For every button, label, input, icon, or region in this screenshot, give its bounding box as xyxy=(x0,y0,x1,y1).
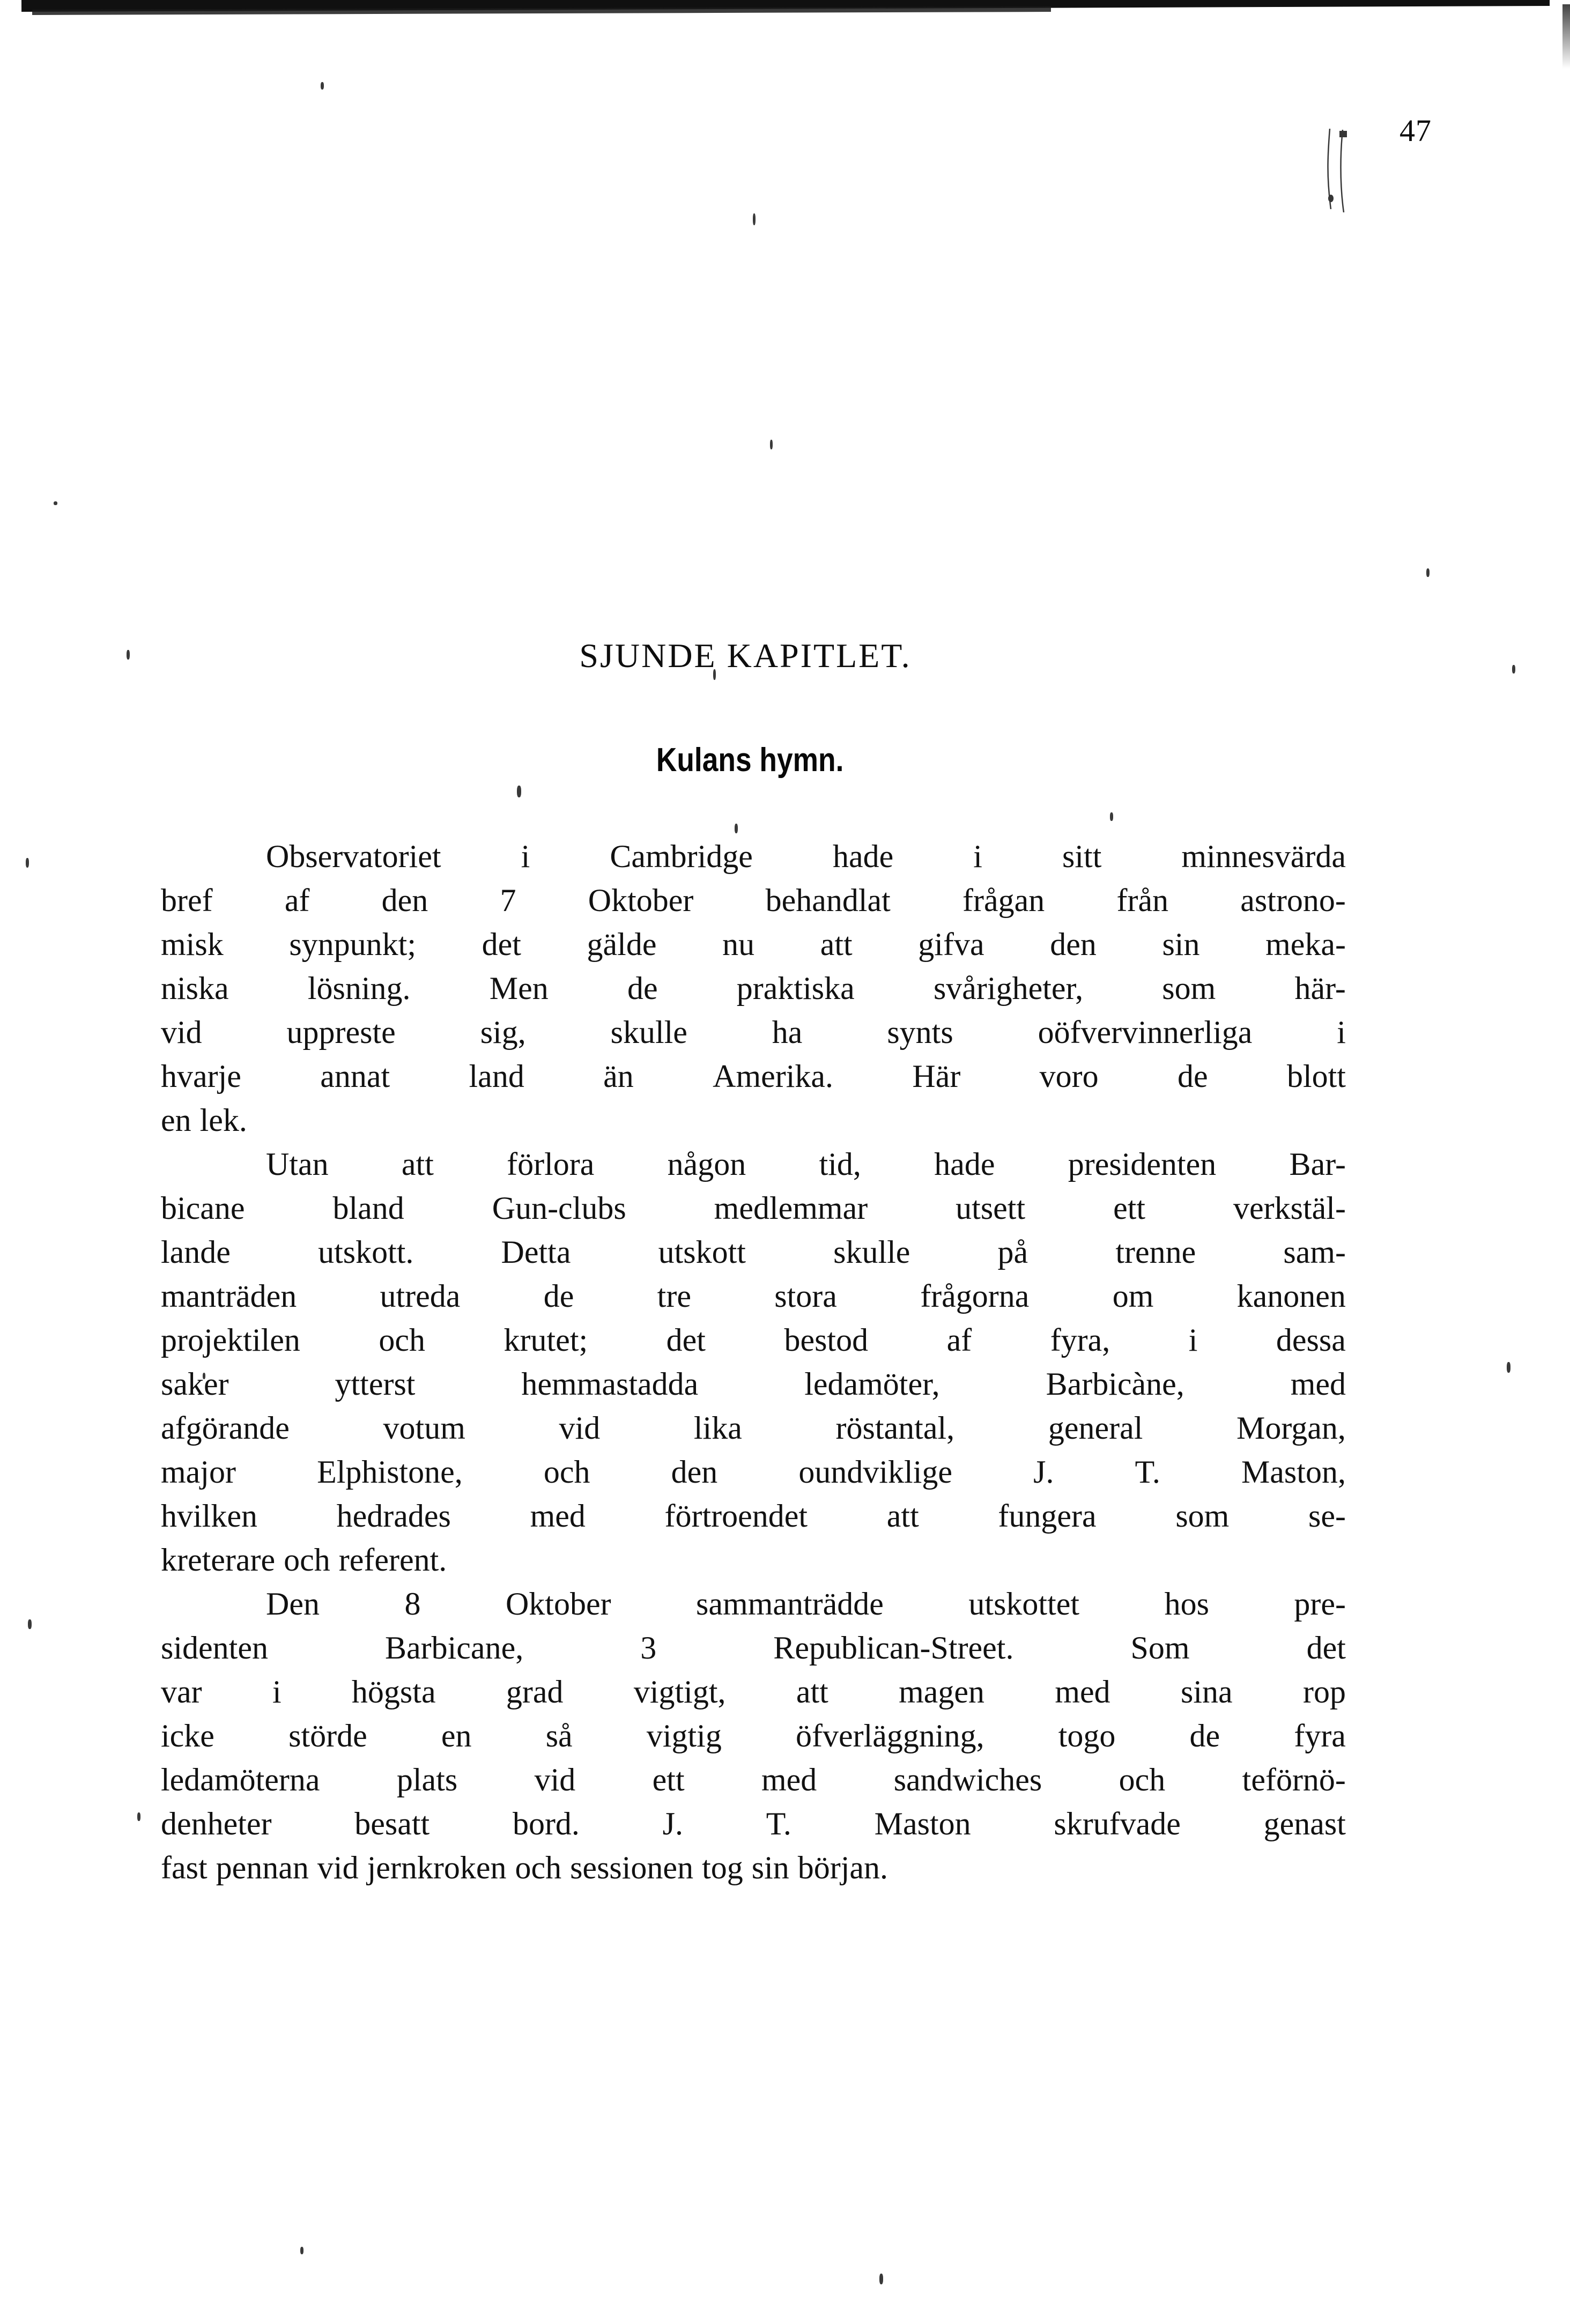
word: saker xyxy=(161,1366,229,1402)
word: Amerika. xyxy=(713,1059,834,1094)
word: nu xyxy=(722,927,755,962)
word: vigtig xyxy=(646,1718,722,1753)
word: Cambridge xyxy=(610,839,753,874)
text-line xyxy=(161,1758,1346,1802)
word: tre xyxy=(657,1278,691,1314)
word: voro xyxy=(1039,1059,1099,1094)
word: sitt xyxy=(1062,839,1102,874)
word: hvilken xyxy=(161,1498,257,1534)
word: den xyxy=(671,1454,718,1490)
word: misk xyxy=(161,927,224,962)
word: med xyxy=(530,1498,586,1534)
word: än xyxy=(603,1059,634,1094)
text-line xyxy=(161,1582,1346,1626)
word: här- xyxy=(1294,971,1346,1006)
word: det xyxy=(482,927,521,962)
word: på xyxy=(997,1234,1028,1270)
word: Men xyxy=(489,971,549,1006)
text-line xyxy=(161,1494,1346,1538)
word: blott xyxy=(1286,1059,1346,1094)
word: icke xyxy=(161,1718,214,1753)
word: hemmastadda xyxy=(521,1366,699,1402)
word: manträden xyxy=(161,1278,297,1314)
ink-squiggle-artifact xyxy=(1324,129,1352,214)
word: hos xyxy=(1164,1586,1209,1622)
word: afgörande xyxy=(161,1410,290,1446)
text-line xyxy=(161,1186,1346,1230)
word: det xyxy=(1306,1630,1346,1666)
word: lande xyxy=(161,1234,231,1270)
word: ledamöterna xyxy=(161,1762,320,1797)
text-line xyxy=(161,878,1346,922)
word: vid xyxy=(534,1762,576,1797)
word: de xyxy=(1177,1059,1208,1094)
word: gifva xyxy=(918,927,984,962)
word: fyra xyxy=(1294,1718,1346,1753)
text-line xyxy=(161,922,1346,966)
word: frågan xyxy=(962,883,1045,918)
word: bicane xyxy=(161,1190,245,1226)
word: Maston, xyxy=(1241,1454,1346,1490)
word: i xyxy=(1337,1015,1346,1050)
word: var xyxy=(161,1674,202,1709)
word: behandlat xyxy=(765,883,891,918)
word: förlora xyxy=(507,1146,595,1182)
speck-artifact xyxy=(54,501,57,505)
body-text-block xyxy=(161,834,1346,1890)
word: plats xyxy=(396,1762,458,1797)
word: sina xyxy=(1181,1674,1233,1709)
text-line xyxy=(161,1450,1346,1494)
word: fungera xyxy=(998,1498,1097,1534)
speck-artifact xyxy=(879,2274,883,2284)
word: pre- xyxy=(1294,1586,1346,1622)
word: lika xyxy=(693,1410,742,1446)
text-line xyxy=(161,966,1346,1010)
word: i xyxy=(521,839,530,874)
word: att xyxy=(401,1146,434,1182)
word: uppreste xyxy=(286,1015,396,1050)
word: kanonen xyxy=(1236,1278,1346,1314)
speck-artifact xyxy=(1507,1362,1510,1373)
word: Detta xyxy=(501,1234,571,1270)
word: med xyxy=(1055,1674,1110,1709)
word: astrono- xyxy=(1240,883,1346,918)
text-line xyxy=(161,1362,1346,1406)
word: svårigheter, xyxy=(933,971,1084,1006)
word: och xyxy=(1119,1762,1166,1797)
word: medlemmar xyxy=(714,1190,868,1226)
word: stora xyxy=(774,1278,837,1314)
word: högsta xyxy=(351,1674,436,1709)
word: att xyxy=(820,927,853,962)
word: vid xyxy=(559,1410,601,1446)
speck-artifact xyxy=(1426,568,1430,577)
speck-artifact xyxy=(517,786,521,797)
word: hvarje xyxy=(161,1059,241,1094)
speck-artifact xyxy=(1110,812,1113,821)
word: teförnö- xyxy=(1242,1762,1346,1797)
text-line xyxy=(161,1054,1346,1098)
word: 3 xyxy=(640,1630,657,1666)
word: Barbicàne, xyxy=(1046,1366,1184,1402)
text-line: kreterare och referent. xyxy=(161,1542,447,1578)
section-title: Kulans hymn. xyxy=(656,742,844,779)
word: meka- xyxy=(1265,927,1346,962)
word: sandwiches xyxy=(893,1762,1042,1797)
word: så xyxy=(545,1718,573,1753)
word: någon xyxy=(667,1146,746,1182)
speck-artifact xyxy=(300,2247,303,2254)
word: de xyxy=(543,1278,574,1314)
word: sig, xyxy=(480,1015,526,1050)
word: Den xyxy=(266,1586,320,1622)
word: utreda xyxy=(380,1278,461,1314)
word: de xyxy=(1189,1718,1220,1753)
word: ett xyxy=(1113,1190,1146,1226)
word: frågorna xyxy=(920,1278,1030,1314)
word: land xyxy=(469,1059,524,1094)
word: Bar- xyxy=(1289,1146,1346,1182)
word: ledamöter, xyxy=(804,1366,940,1402)
word: Observatoriet xyxy=(266,839,441,874)
page-number: 47 xyxy=(1399,113,1432,148)
speck-artifact xyxy=(735,824,738,833)
word: niska xyxy=(161,971,229,1006)
word: krutet; xyxy=(503,1322,588,1358)
word: Utan xyxy=(266,1146,329,1182)
word: fyra, xyxy=(1050,1322,1110,1358)
word: i xyxy=(1188,1322,1198,1358)
word: general xyxy=(1048,1410,1143,1446)
word: Maston xyxy=(874,1806,971,1841)
word: hade xyxy=(832,839,894,874)
word: skulle xyxy=(833,1234,910,1270)
word: synpunkt; xyxy=(289,927,417,962)
word: sammanträdde xyxy=(696,1586,884,1622)
word: Oktober xyxy=(505,1586,611,1622)
word: besatt xyxy=(354,1806,430,1841)
word: att xyxy=(796,1674,828,1709)
speck-artifact xyxy=(321,82,324,90)
word: förtroendet xyxy=(664,1498,808,1534)
word: magen xyxy=(899,1674,985,1709)
word: öfverläggning, xyxy=(796,1718,984,1753)
word: af xyxy=(284,883,310,918)
word: minnesvärda xyxy=(1181,839,1346,874)
word: se- xyxy=(1308,1498,1346,1534)
scan-right-edge-artifact xyxy=(1562,4,1570,69)
word: utsett xyxy=(956,1190,1026,1226)
word: utskott. xyxy=(318,1234,414,1270)
word: ett xyxy=(652,1762,685,1797)
word: oundviklige xyxy=(798,1454,953,1490)
word: Här xyxy=(912,1059,961,1094)
word: sidenten xyxy=(161,1630,268,1666)
word: dessa xyxy=(1276,1322,1346,1358)
word: trenne xyxy=(1115,1234,1196,1270)
paragraph xyxy=(161,834,1346,1142)
word: gälde xyxy=(587,927,657,962)
word: J. xyxy=(1033,1454,1054,1490)
word: Barbicane, xyxy=(385,1630,524,1666)
word: lösning. xyxy=(307,971,411,1006)
paragraph xyxy=(161,1142,1346,1582)
word: som xyxy=(1162,971,1216,1006)
word: och xyxy=(543,1454,590,1490)
text-line xyxy=(161,1230,1346,1274)
speck-artifact xyxy=(28,1619,32,1629)
word: 7 xyxy=(500,883,516,918)
word: Gun-clubs xyxy=(492,1190,626,1226)
word: togo xyxy=(1058,1718,1116,1753)
word: rop xyxy=(1302,1674,1346,1709)
word: praktiska xyxy=(736,971,855,1006)
word: J. xyxy=(662,1806,683,1841)
word: vigtigt, xyxy=(633,1674,726,1709)
word: oöfvervinnerliga xyxy=(1038,1015,1253,1050)
word: skrufvade xyxy=(1054,1806,1181,1841)
word: röstantal, xyxy=(835,1410,955,1446)
word: utskottet xyxy=(968,1586,1080,1622)
word: Som xyxy=(1130,1630,1190,1666)
word: bestod xyxy=(784,1322,869,1358)
text-line xyxy=(161,1142,1346,1186)
word: sin xyxy=(1162,927,1200,962)
word: hedrades xyxy=(336,1498,451,1534)
text-line xyxy=(161,1802,1346,1846)
word: den xyxy=(1050,927,1097,962)
word: hade xyxy=(934,1146,995,1182)
word: om xyxy=(1112,1278,1154,1314)
word: vid xyxy=(161,1015,202,1050)
word: att xyxy=(886,1498,919,1534)
word: tid, xyxy=(819,1146,861,1182)
word: bord. xyxy=(512,1806,580,1841)
word: denheter xyxy=(161,1806,272,1841)
text-line xyxy=(161,1714,1346,1758)
word: verkstäl- xyxy=(1233,1190,1346,1226)
word: Oktober xyxy=(588,883,694,918)
word: synts xyxy=(887,1015,953,1050)
speck-artifact xyxy=(770,440,773,449)
word: bland xyxy=(332,1190,404,1226)
word: de xyxy=(627,971,658,1006)
word: störde xyxy=(288,1718,367,1753)
word: bref xyxy=(161,883,213,918)
word: sam- xyxy=(1283,1234,1346,1270)
text-line xyxy=(161,1318,1346,1362)
word: Republican-Street. xyxy=(773,1630,1014,1666)
word: Elphistone, xyxy=(317,1454,463,1490)
word: major xyxy=(161,1454,236,1490)
text-line xyxy=(161,1274,1346,1318)
word: T. xyxy=(1135,1454,1160,1490)
word: 8 xyxy=(404,1586,421,1622)
word: Morgan, xyxy=(1236,1410,1346,1446)
word: grad xyxy=(506,1674,564,1709)
text-line: fast pennan vid jernkroken och sessionen tog sin början. xyxy=(161,1850,888,1885)
word: i xyxy=(973,839,982,874)
chapter-heading: SJUNDE KAPITLET. xyxy=(579,636,912,675)
word: det xyxy=(666,1322,706,1358)
word: den xyxy=(381,883,428,918)
word: med xyxy=(1290,1366,1346,1402)
word: en xyxy=(441,1718,472,1753)
text-line xyxy=(161,1406,1346,1450)
paragraph xyxy=(161,1582,1346,1890)
text-line xyxy=(161,1670,1346,1714)
speck-artifact xyxy=(26,858,29,868)
speck-artifact xyxy=(137,1812,140,1821)
word: af xyxy=(946,1322,972,1358)
word: i xyxy=(272,1674,282,1709)
word: skulle xyxy=(610,1015,687,1050)
word: presidenten xyxy=(1068,1146,1217,1182)
text-line xyxy=(161,1010,1346,1054)
text-line: en lek. xyxy=(161,1102,247,1138)
word: med xyxy=(761,1762,817,1797)
word: projektilen xyxy=(161,1322,300,1358)
word: ha xyxy=(772,1015,803,1050)
word: från xyxy=(1116,883,1169,918)
word: annat xyxy=(320,1059,390,1094)
word: genast xyxy=(1263,1806,1346,1841)
word: votum xyxy=(383,1410,465,1446)
word: som xyxy=(1175,1498,1230,1534)
text-line xyxy=(161,834,1346,878)
speck-artifact xyxy=(753,213,756,225)
text-line xyxy=(161,1626,1346,1670)
word: och xyxy=(379,1322,426,1358)
word: ytterst xyxy=(335,1366,416,1402)
word: T. xyxy=(766,1806,791,1841)
word: utskott xyxy=(658,1234,746,1270)
